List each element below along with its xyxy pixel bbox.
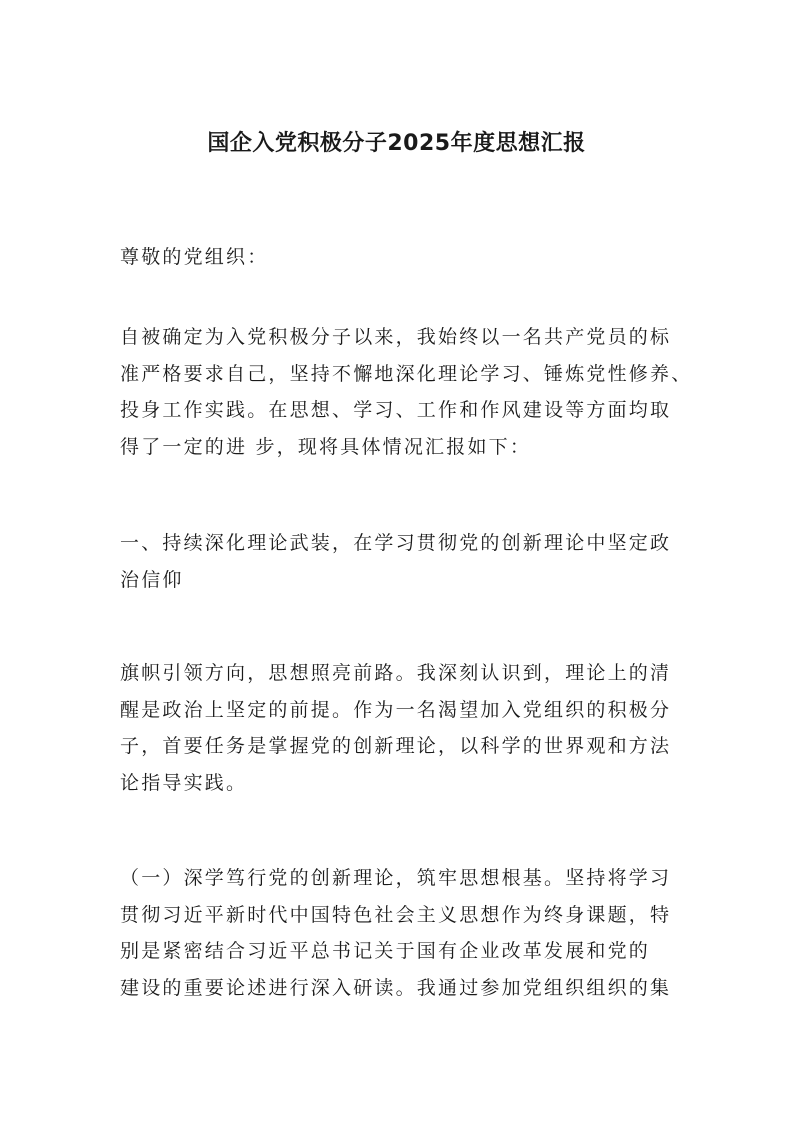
text-line: 别是紧密结合习近平总书记关于国有企业改革发展和党的	[120, 940, 651, 963]
section-heading-1	[120, 525, 676, 598]
document-title: 国企入党积极分子2025年度思想汇报	[207, 131, 586, 156]
text-line: 醒是政治上坚定的前提。作为一名渴望加入党组织的积极分	[120, 698, 672, 721]
text-line: 一、持续深化理论武装，在学习贯彻党的创新理论中坚定政	[120, 532, 672, 554]
salutation: 尊敬的党组织：	[120, 246, 269, 268]
text-line: 得了一定的进 步，现将具体情况汇报如下：	[120, 435, 532, 458]
paragraph-theory	[120, 655, 676, 801]
text-line: 准严格要求自己，坚持不懈地深化理论学习、锤炼党性修养、	[120, 362, 693, 385]
paragraph-subsection-1	[120, 860, 676, 1006]
text-line: 自被确定为入党积极分子以来，我始终以一名共产党员的标	[120, 326, 672, 348]
text-line: 贯彻习近平新时代中国特色社会主义思想作为终身课题，特	[120, 903, 672, 926]
text-line: 论指导实践。	[120, 771, 248, 794]
text-line: 治信仰	[120, 568, 184, 591]
text-line: 旗帜引领方向，思想照亮前路。我深刻认识到，理论上的清	[120, 662, 672, 684]
text-line: 子，首要任务是掌握党的创新理论，以科学的世界观和方法	[120, 735, 672, 758]
text-line: 投身工作实践。在思想、学习、工作和作风建设等方面均取	[120, 399, 672, 422]
text-line: 建设的重要论述进行深入研读。我通过参加党组织组织的集	[120, 976, 672, 999]
paragraph-intro	[120, 319, 693, 465]
text-line: （一）深学笃行党的创新理论，筑牢思想根基。坚持将学习	[120, 867, 672, 889]
